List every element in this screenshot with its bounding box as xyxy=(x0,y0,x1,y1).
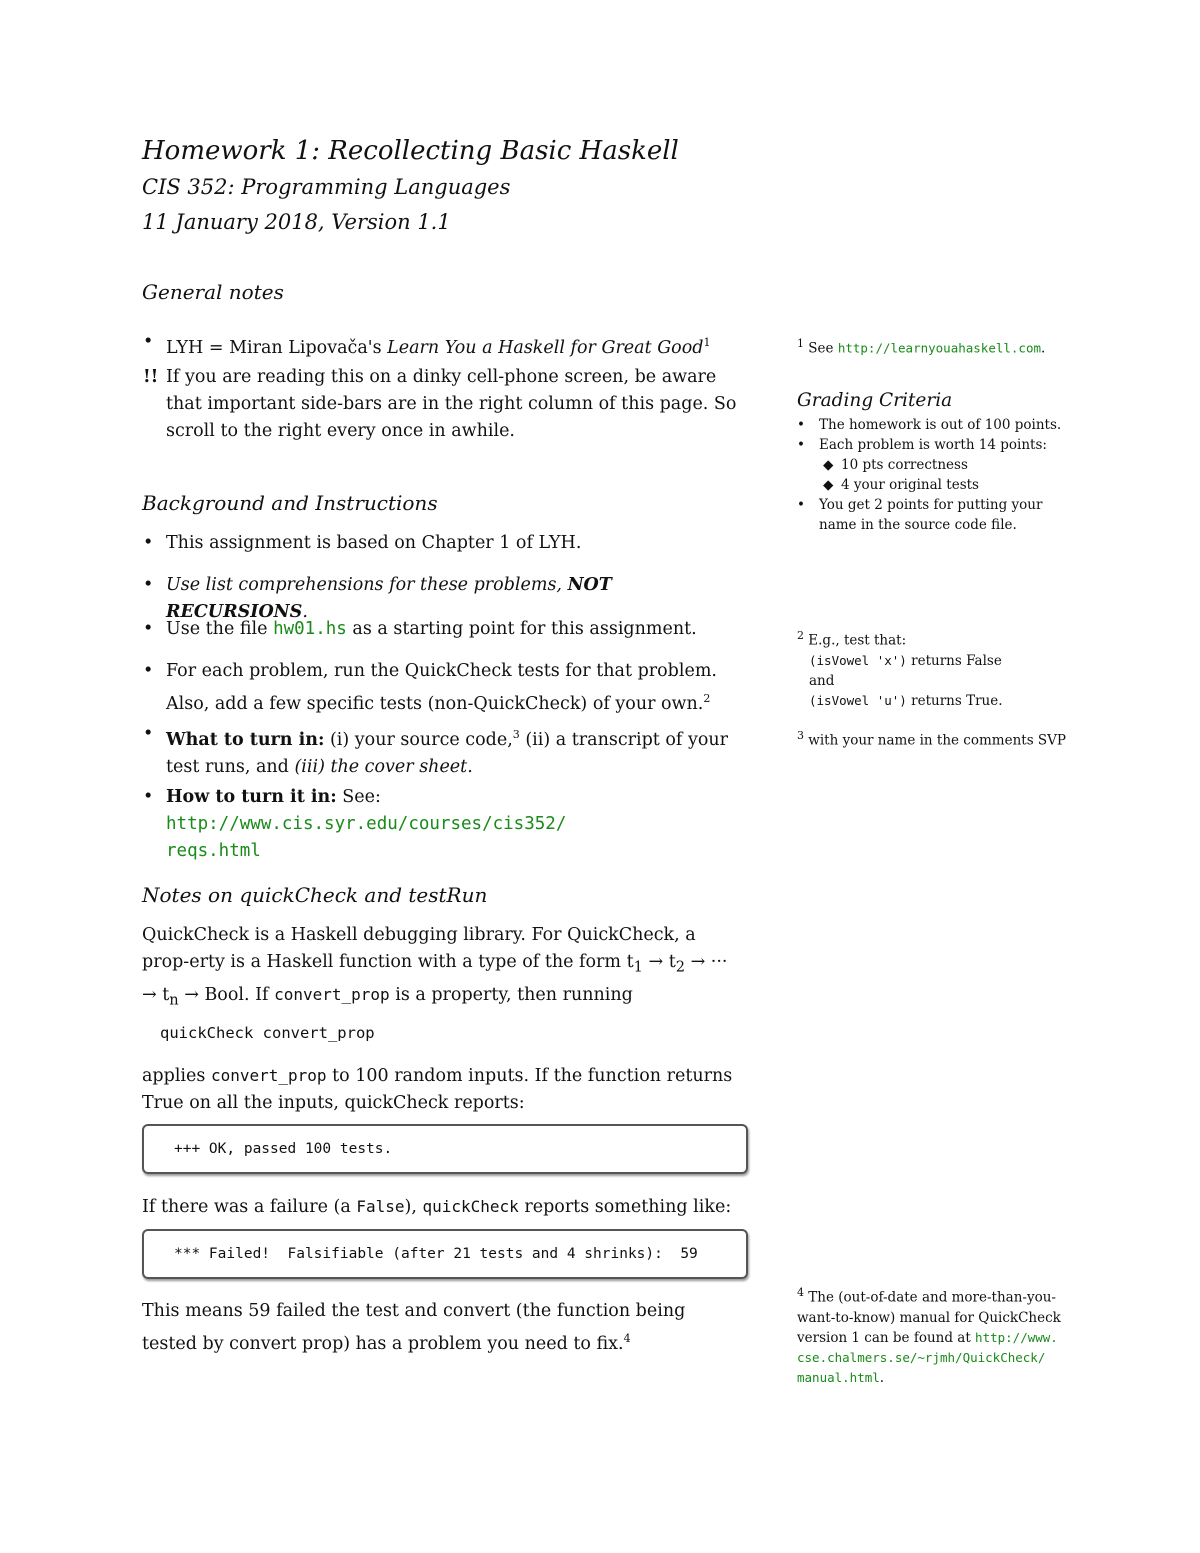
footnote-text: See xyxy=(804,340,838,357)
instruction-text: (i) your source code, xyxy=(324,729,513,750)
instruction-text: This assignment is based on Chapter 1 of LYH. xyxy=(166,533,582,553)
footnote-text: E.g., test that: xyxy=(804,632,907,649)
code-inline: convert_prop xyxy=(210,1066,327,1085)
subscript: n xyxy=(169,991,179,1008)
instruction-text: (ii) a transcript of your test runs, and xyxy=(166,729,729,777)
footnote-ref: 2 xyxy=(703,692,711,705)
footnote-text: . xyxy=(1041,340,1046,357)
bullet-icon: • xyxy=(797,417,805,433)
code-inline: quickCheck xyxy=(422,1197,519,1216)
lyh-prefix: LYH = Miran Lipovača's xyxy=(166,337,388,358)
quickcheck-command: quickCheck convert_prop xyxy=(160,1024,375,1042)
bullet-icon: • xyxy=(143,724,154,744)
footnote-text: returns xyxy=(906,652,967,669)
para-text: → Bool. If xyxy=(178,984,275,1005)
hw-file-link[interactable]: hw01.hs xyxy=(273,619,347,639)
code-output: *** Failed! Falsifiable (after 21 tests and 4 shrinks): 59 xyxy=(174,1246,698,1262)
quickcheck-heading: Notes on quickCheck and testRun xyxy=(142,883,488,907)
grading-subitem: 4 your original tests xyxy=(841,477,979,493)
sub-bullet-icon: ◆ xyxy=(823,477,834,493)
footnote-4 xyxy=(797,1283,1079,1388)
course-reqs-link[interactable]: http://www.cis.syr.edu/courses/cis352/ xyxy=(166,814,567,834)
para-text: reports something like: xyxy=(518,1197,732,1217)
list-item xyxy=(143,658,753,718)
bullet-icon: • xyxy=(143,575,154,595)
quickcheck-manual-link[interactable]: cse.chalmers.se/~rjmh/QuickCheck/ xyxy=(797,1349,1046,1365)
footnote-ref: 3 xyxy=(512,728,520,741)
general-notes-heading: General notes xyxy=(142,280,284,304)
list-item xyxy=(143,329,753,362)
footnote-ref: 4 xyxy=(623,1332,631,1345)
footnote-text: returns True. xyxy=(906,692,1003,709)
quickcheck-paragraph xyxy=(142,1298,742,1358)
footnote-2 xyxy=(797,626,1082,711)
para-text: QuickCheck is a Haskell debugging library. For QuickCheck, a prop-erty is a Haskell function with a type of the form t xyxy=(142,925,696,972)
course-name: CIS 352: Programming Languages xyxy=(142,175,511,199)
footnote-3 xyxy=(797,726,1082,751)
footnote-text: and xyxy=(809,672,835,689)
background-heading: Background and Instructions xyxy=(142,491,438,515)
grading-item: The homework is out of 100 points. xyxy=(819,417,1062,433)
bullet-icon: • xyxy=(797,437,805,453)
footnote-text: The (out-of-date and more-than-you-want-to-know) manual for QuickCheck version 1 can be found at xyxy=(797,1289,1061,1346)
footnote-number: 3 xyxy=(797,729,804,742)
lyh-book-title: Learn You a Haskell for Great Good xyxy=(387,337,704,358)
quickcheck-manual-link[interactable]: http://www. xyxy=(975,1329,1058,1345)
footnote-text: . xyxy=(879,1369,885,1386)
turn-in-label: What to turn in: xyxy=(166,729,325,750)
list-item xyxy=(143,721,753,781)
footnote-text: with your name in the comments SVP xyxy=(804,732,1066,749)
code-inline: (isVowel 'x') xyxy=(809,652,907,668)
warning-icon: !! xyxy=(143,367,159,387)
quickcheck-paragraph xyxy=(142,922,742,1013)
course-reqs-link-cont[interactable]: reqs.html xyxy=(166,841,261,861)
grading-item: You get 2 points for putting your name in the source code file. xyxy=(819,497,1043,533)
instruction-text: Use the file xyxy=(166,619,274,639)
quickcheck-manual-link[interactable]: manual.html xyxy=(797,1369,880,1385)
version-date: 11 January 2018, Version 1.1 xyxy=(142,210,451,234)
para-text: This means 59 failed the test and convert (the function being tested by convert prop) has a problem you need to fix. xyxy=(142,1301,686,1354)
instruction-text: For each problem, run the QuickCheck tests for that problem. Also, add a few specific tests (non-QuickCheck) of your own. xyxy=(166,661,717,714)
bullet-icon: • xyxy=(143,533,154,553)
footnote-number: 1 xyxy=(797,337,804,350)
lyh-link[interactable]: http://learnyouahaskell.com xyxy=(837,340,1042,356)
bullet-icon: • xyxy=(143,787,154,807)
grading-list xyxy=(797,415,1082,535)
para-text: If there was a failure (a xyxy=(142,1197,357,1217)
instruction-text: See: xyxy=(336,787,381,807)
list-item xyxy=(143,784,753,865)
instruction-emphasis: NOT RECURSIONS xyxy=(166,575,612,622)
footnote-ref: 1 xyxy=(703,336,711,349)
ok-output-box xyxy=(142,1124,748,1174)
page-title: Homework 1: Recollecting Basic Haskell xyxy=(142,136,679,166)
instruction-text: as a starting point for this assignment. xyxy=(346,619,697,639)
grading-heading: Grading Criteria xyxy=(797,390,953,411)
footnote-text: False xyxy=(966,652,1002,669)
bullet-icon: • xyxy=(143,661,154,681)
footnote-number: 2 xyxy=(797,629,804,642)
quickcheck-paragraph xyxy=(142,1193,742,1221)
bullet-icon: • xyxy=(797,497,805,513)
para-text: applies xyxy=(142,1066,211,1086)
fail-output-box xyxy=(142,1229,748,1279)
instruction-text: Use list comprehensions for these problems, xyxy=(166,575,568,595)
warning-text: If you are reading this on a dinky cell-phone screen, be aware that important side-bars are in the right column of this page. So scroll to the right every once in awhile. xyxy=(166,367,737,441)
para-text: ), xyxy=(404,1197,423,1217)
quickcheck-paragraph xyxy=(142,1062,742,1117)
para-text: → ··· → t xyxy=(142,952,728,1005)
list-item xyxy=(143,616,753,643)
grading-item: Each problem is worth 14 points: xyxy=(819,437,1047,453)
footnote-1 xyxy=(797,334,1082,359)
subscript: 1 xyxy=(633,958,643,976)
para-text: → t xyxy=(642,952,676,972)
list-item xyxy=(143,364,753,445)
bullet-icon: • xyxy=(143,619,154,639)
how-to-label: How to turn it in: xyxy=(166,787,337,807)
subscript: 2 xyxy=(675,958,686,976)
grading-subitem: 10 pts correctness xyxy=(841,457,968,473)
code-inline: False xyxy=(356,1197,405,1216)
instruction-text: . xyxy=(302,602,308,622)
code-inline: convert_prop xyxy=(274,984,390,1004)
code-output: +++ OK, passed 100 tests. xyxy=(174,1141,393,1157)
footnote-number: 4 xyxy=(797,1286,804,1299)
list-item xyxy=(143,530,753,557)
code-inline: (isVowel 'u') xyxy=(809,692,907,708)
para-text: is a property, then running xyxy=(389,984,633,1005)
instruction-text: (iii) the cover sheet. xyxy=(294,756,473,777)
sub-bullet-icon: ◆ xyxy=(823,457,834,473)
bullet-icon: • xyxy=(143,332,154,352)
para-text: to 100 random inputs. If the function returns True on all the inputs, quickCheck reports: xyxy=(142,1066,733,1113)
